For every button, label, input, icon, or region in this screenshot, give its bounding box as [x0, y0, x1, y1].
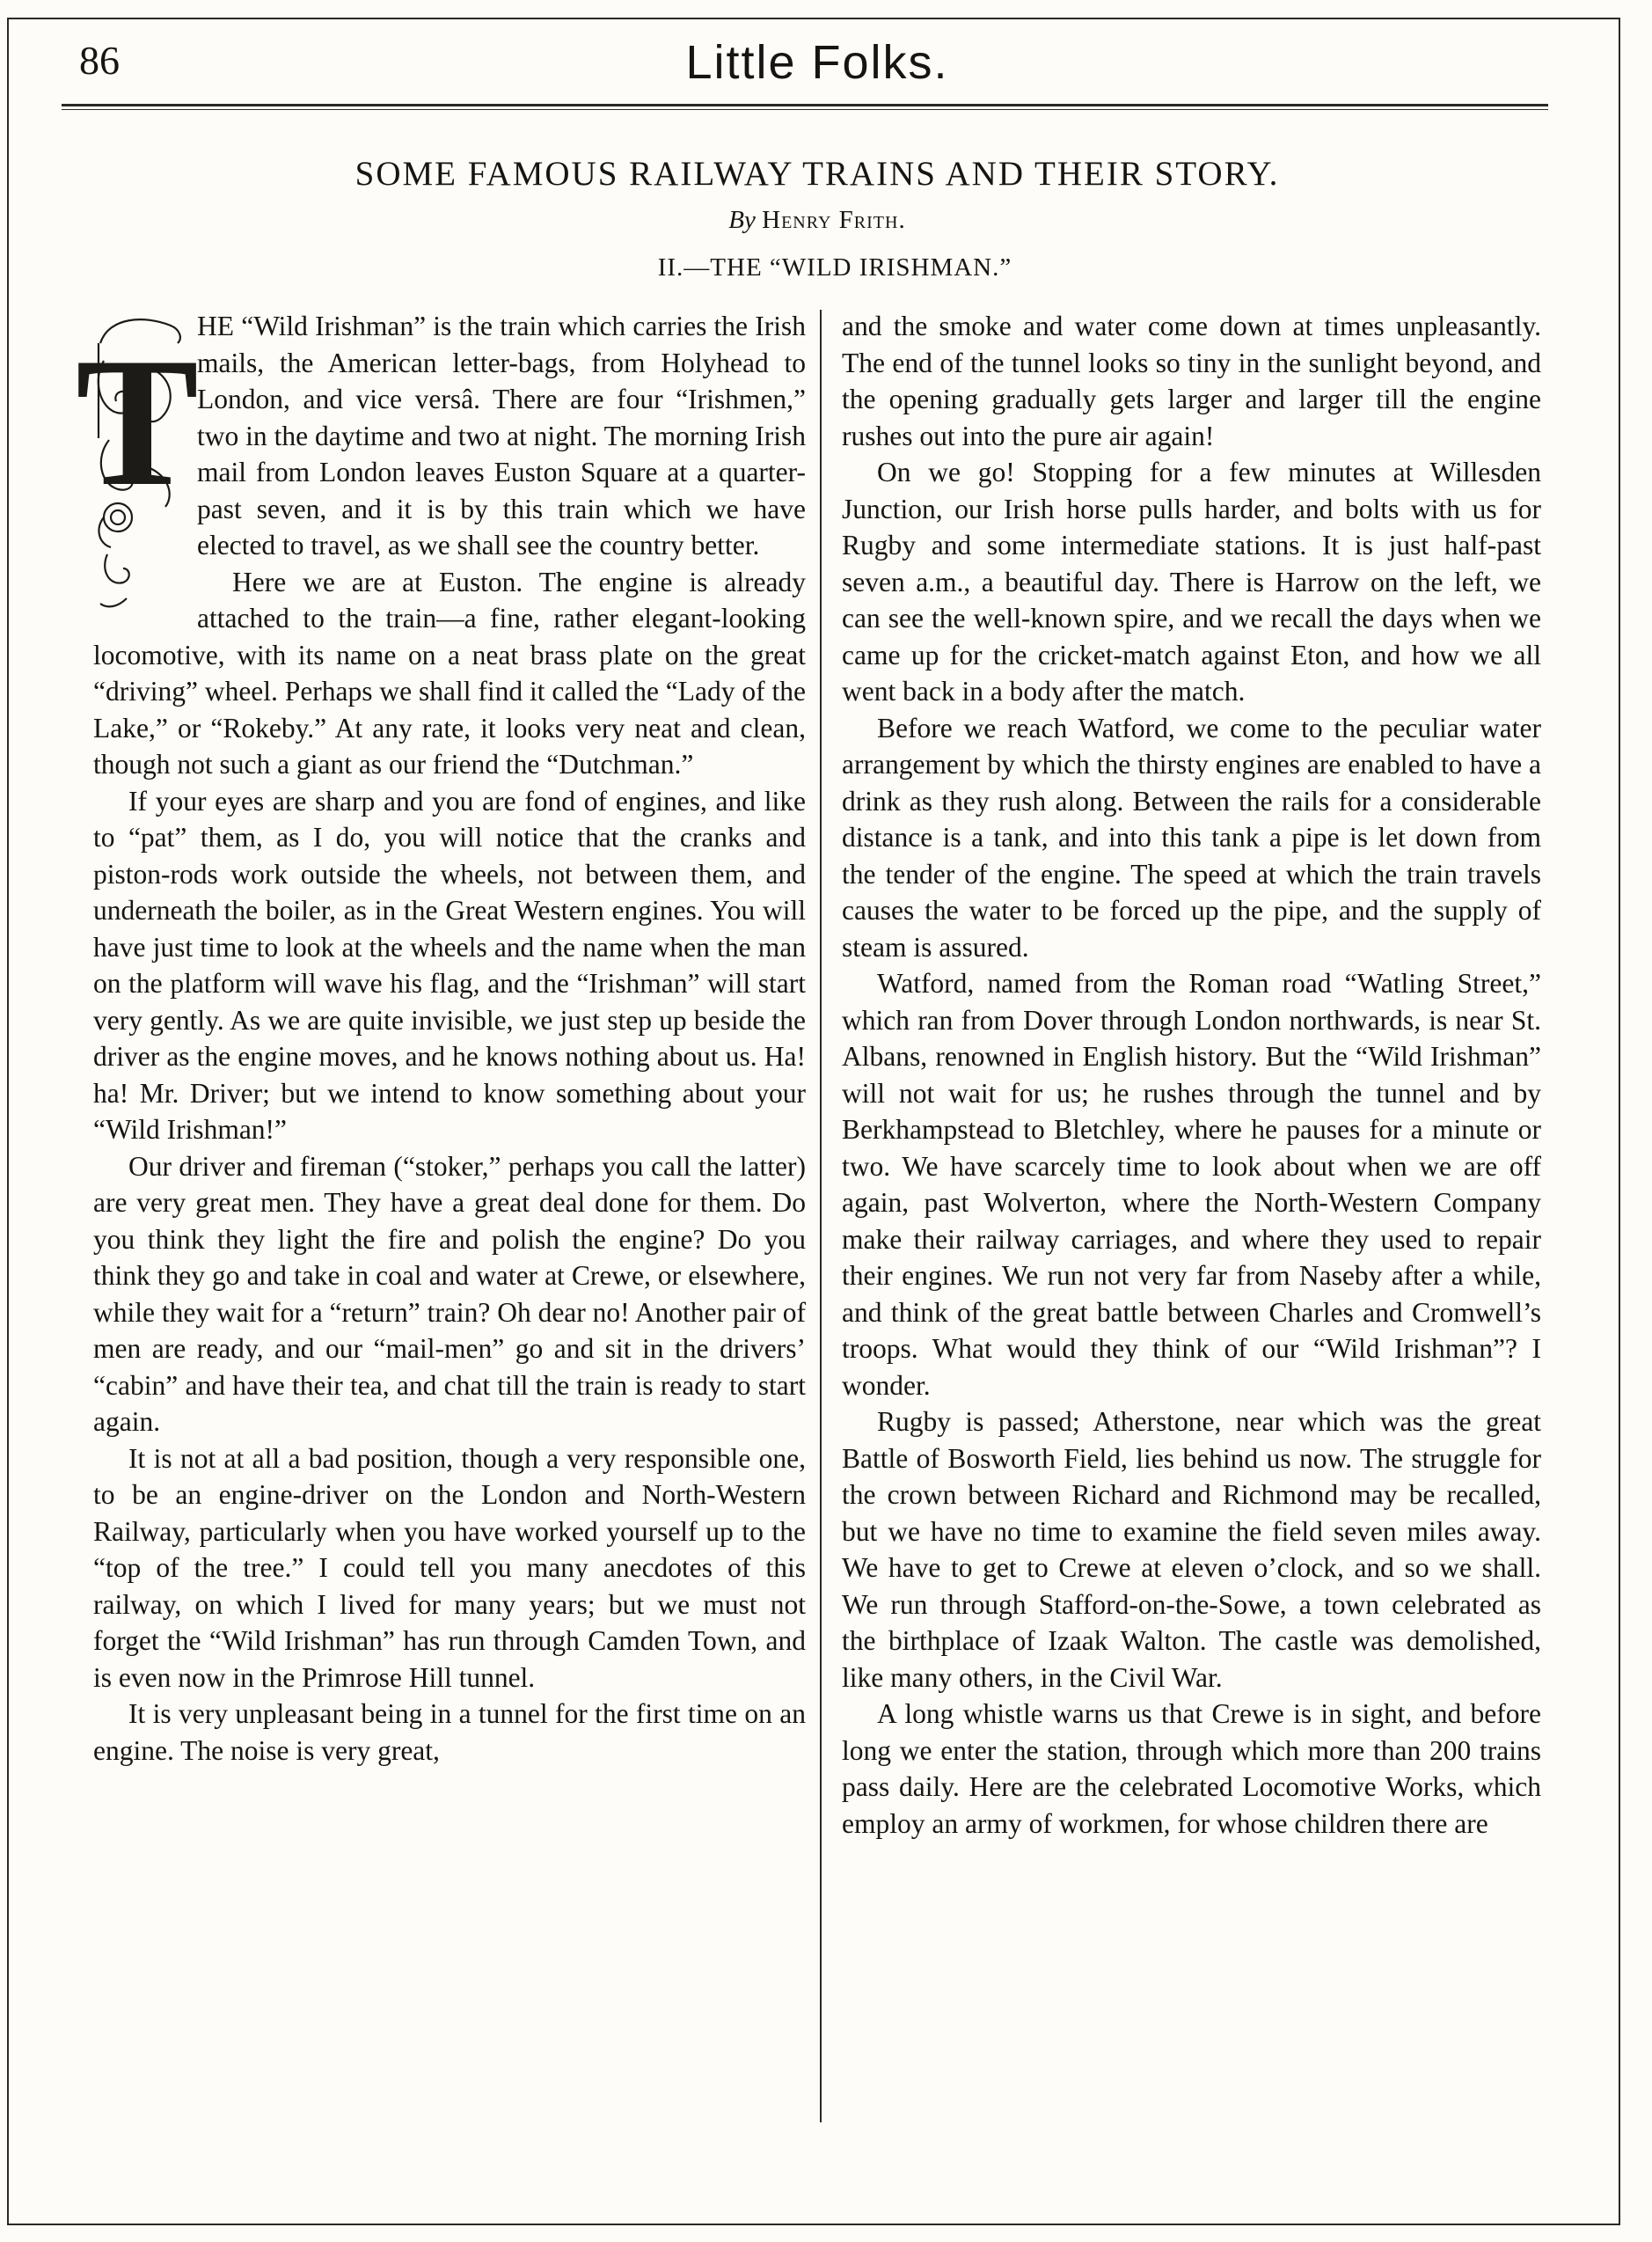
paragraph: Watford, named from the Roman road “Watling Street,” which ran from Dover through London northwards, is near St. Albans, renowned in English history. But the “Wild Irishman” will not wait for us; he rushes through the tunnel and by Berkhampstead to Bletchley, where he pauses for a minute or two. We have scarcely time to look about when we are off again, past Wolverton, where the North-Western Company make their railway carriages, and where they used to repair their engines. We run not very far from Naseby after a while, and think of the great battle between Charles and Cromwell’s troops. What would they think of our “Wild Irishman”? I wonder. — [842, 968, 1541, 1401]
part-heading: II.—THE “WILD IRISHMAN.” — [657, 253, 1012, 282]
byline — [0, 208, 1634, 233]
paragraph: It is very unpleasant being in a tunnel for the first time on an engine. The noise is very great, — [93, 1698, 806, 1766]
right-column — [842, 308, 1541, 1842]
ornamental-drop-cap — [75, 308, 200, 618]
paragraph: and the smoke and water come down at times unpleasantly. The end of the tunnel looks so tiny in the sunlight beyond, and the opening gradually gets larger and larger till the engine rushes out into the pure air again! — [842, 311, 1541, 451]
magazine-title: Little Folks. — [685, 36, 949, 89]
paragraph: HE “Wild Irishman” is the train which carries the Irish mails, the American letter-bags, from Holyhead to London, and vice versâ. There are four “Irishmen,” two in the daytime and two at night. The morning Irish mail from London leaves Euston Square at a quarter-past seven, and it is by this train which we have elected to travel, as we shall see the country better. — [197, 311, 806, 560]
paragraph: Rugby is passed; Atherstone, near which was the great Battle of Bosworth Field, lies behind us now. The struggle for the crown between Richard and Richmond may be recalled, but we have no time to examine the field seven miles away. We have to get to Crewe at eleven o’clock, and so we shall. We run through Stafford-on-the-Sowe, a town celebrated as the birthplace of Izaak Walton. The castle was demolished, like many others, in the Civil War. — [842, 1406, 1541, 1693]
header-rule — [62, 104, 1548, 106]
paragraph: Here we are at Euston. The engine is already attached to the train—a fine, rather elegant-looking locomotive, with its name on a neat brass plate on the great “driving” wheel. Perhaps we shall find it called the “Lady of the Lake,” or “Rokeby.” At any rate, it looks very neat and clean, though not such a giant as our friend the “Dutchman.” — [93, 566, 806, 780]
byline-prefix: By — [728, 206, 756, 234]
article-title: SOME FAMOUS RAILWAY TRAINS AND THEIR STORY. — [355, 155, 1280, 193]
left-column — [75, 308, 806, 1769]
column-divider — [820, 310, 822, 2122]
author-name: Henry Frith. — [762, 206, 906, 234]
drop-cap-ornament-icon — [75, 308, 200, 618]
paragraph: On we go! Stopping for a few minutes at Willesden Junction, our Irish horse pulls harder, and bolts with us for Rugby and some intermediate stations. It is just half-past seven a.m., a beautiful day. There is Harrow on the left, we can see the well-known spire, and we recall the days when we came up for the cricket-match against Eton, and how we all went back in a body after the match. — [842, 457, 1541, 707]
page-number: 86 — [79, 38, 120, 83]
drop-cap-letter: T — [75, 320, 200, 524]
paragraph: A long whistle warns us that Crewe is in sight, and before long we enter the station, through which more than 200 trains pass daily. Here are the celebrated Locomotive Works, which employ an army of workmen, for whose children there are — [842, 1698, 1541, 1839]
header-rule-thin — [62, 109, 1548, 110]
paragraph: Before we reach Watford, we come to the peculiar water arrangement by which the thirsty engines are enabled to have a drink as they rush along. Between the rails for a considerable distance is a tank, and into this tank a pipe is let down from the tender of the engine. The speed at which the train travels causes the water to be forced up the pipe, and the supply of steam is assured. — [842, 712, 1541, 963]
paragraph: If your eyes are sharp and you are fond of engines, and like to “pat” them, as I do, you will notice that the cranks and piston-rods work outside the wheels, not between them, and underneath the boiler, as in the Great Western engines. You will have just time to look at the wheels and the name when the man on the platform will wave his flag, and the “Irishman” will start very gently. As we are quite invisible, we just step up beside the driver as the engine moves, and he knows nothing about us. Ha! ha! Mr. Driver; but we intend to know something about your “Wild Irishman!” — [93, 785, 806, 1145]
paragraph: Our driver and fireman (“stoker,” perhaps you call the latter) are very great men. They have a great deal done for them. Do you think they light the fire and polish the engine? Do you think they go and take in coal and water at Crewe, or elsewhere, while they wait for a “return” train? Oh dear no! Another pair of men are ready, and our “mail-men” go and sit in the drivers’ “cabin” and have their tea, and chat till the train is ready to start again. — [93, 1150, 806, 1437]
paragraph: It is not at all a bad position, though a very responsible one, to be an engine-driver on the London and North-Western Railway, particularly when you have worked yourself up to the “top of the tree.” I could tell you many anecdotes of this railway, on which I lived for many years; but we must not forget the “Wild Irishman” has run through Camden Town, and is even now in the Primrose Hill tunnel. — [93, 1442, 806, 1693]
